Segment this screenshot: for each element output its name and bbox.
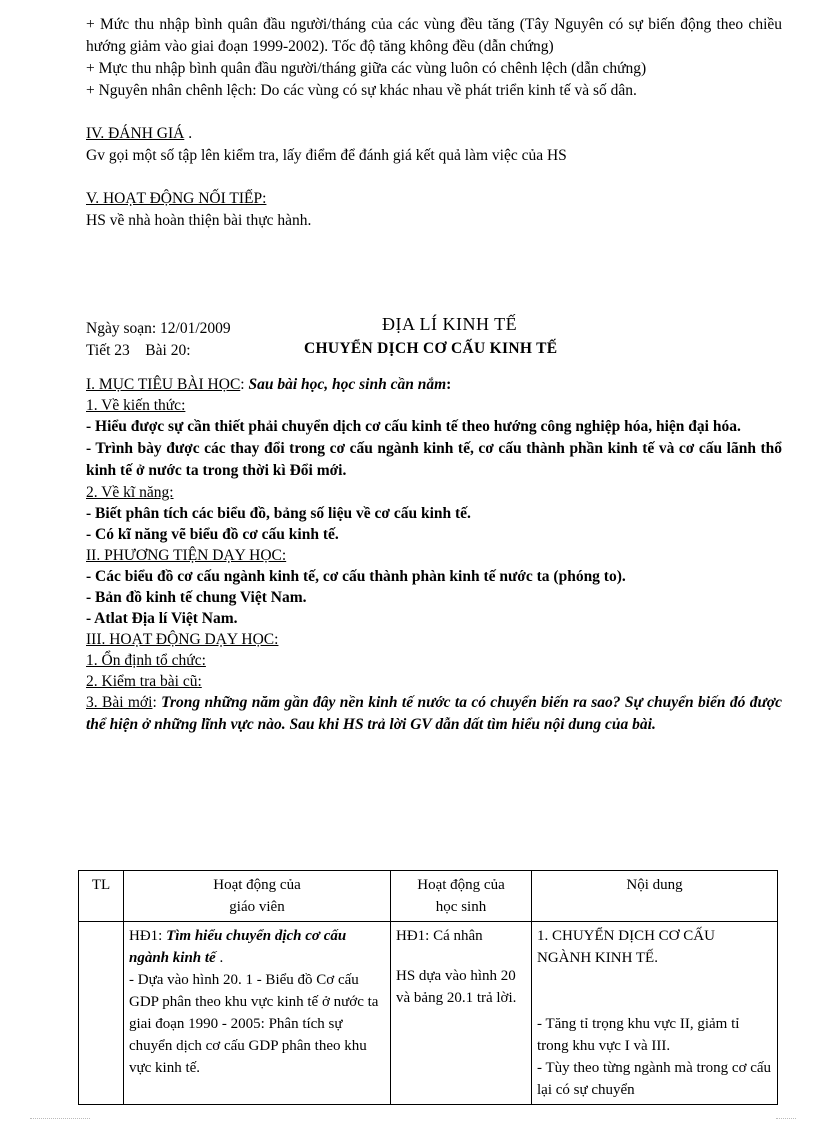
cell-content bbox=[532, 922, 778, 1105]
resources-item: - Các biểu đồ cơ cấu ngành kinh tế, cơ cấu thành phàn kinh tế nước ta (phóng to). bbox=[86, 568, 626, 585]
evaluation-heading bbox=[86, 123, 782, 145]
step-organize: 1. Ổn định tổ chức: bbox=[86, 652, 206, 669]
header-student bbox=[391, 871, 532, 922]
step-new-lesson bbox=[86, 692, 782, 736]
teacher-activity-title: Tìm hiểu chuyển dịch cơ cấu ngành kinh tế bbox=[129, 928, 347, 966]
teacher-activity-heading bbox=[129, 925, 385, 969]
follow-up-body: HS về nhà hoàn thiện bài thực hành. bbox=[86, 212, 312, 229]
header-teacher-line2: giáo viên bbox=[229, 899, 285, 915]
evaluation-heading-text: IV. ĐÁNH GIÁ bbox=[86, 125, 185, 142]
header-student-line2: học sinh bbox=[435, 899, 487, 915]
knowledge-heading: 1. Về kiến thức: bbox=[86, 397, 186, 414]
resources-item: - Bản đồ kinh tế chung Việt Nam. bbox=[86, 589, 307, 606]
teacher-activity-body: - Dựa vào hình 20. 1 - Biểu đồ Cơ cấu GDP phân theo khu vực kinh tế ở nước ta giai đoạn 1990 - 2005: Phân tích sự chuyển dịch cơ cấu GDP phân theo khu vực kinh tế. bbox=[129, 972, 379, 1076]
step-new-lesson-colon: : bbox=[152, 694, 162, 711]
activities-heading: III. HOẠT ĐỘNG DẠY HỌC: bbox=[86, 631, 279, 648]
lesson-period: Tiết 23 Bài 20: bbox=[86, 342, 191, 359]
teacher-activity-title-end: . bbox=[215, 950, 224, 966]
lesson-activity-table bbox=[78, 870, 778, 1105]
table-header-row bbox=[79, 871, 778, 922]
header-content: Nội dung bbox=[532, 871, 778, 922]
step-new-lesson-label: 3. Bài mới bbox=[86, 694, 153, 711]
step-new-lesson-text: Trong những năm gần đây nền kinh tế nước ta có chuyển biến ra sao? Sự chuyển biến đó được thể hiện ở những lĩnh vực nào. Sau khi HS trả lời GV dẫn dất tìm hiểu nội dung của bài. bbox=[86, 694, 782, 733]
evaluation-heading-suffix: . bbox=[184, 125, 193, 142]
skills-heading: 2. Về kĩ năng: bbox=[86, 484, 174, 501]
gap-cause-paragraph: + Nguyên nhân chênh lệch: Do các vùng có sự khác nhau về phát triển kinh tế và số dân. bbox=[86, 82, 637, 99]
cell-tl bbox=[79, 922, 124, 1105]
header-student-line1: Hoạt động của bbox=[417, 877, 505, 893]
cell-student bbox=[391, 922, 532, 1105]
income-trend-paragraph: + Mức thu nhập bình quân đầu người/tháng của các vùng đều tăng (Tây Nguyên có sự biến động theo chiều hướng giảm vào giai đoạn 1999-2002). Tốc độ tăng không đều (dẫn chứng) bbox=[86, 16, 782, 55]
header-tl: TL bbox=[79, 871, 124, 922]
content-item: - Tăng tỉ trọng khu vực II, giảm tỉ trong khu vực I và III. bbox=[537, 1016, 740, 1054]
objectives-intro-colon: : bbox=[446, 376, 452, 393]
evaluation-body: Gv gọi một số tập lên kiểm tra, lấy điểm để đánh giá kết quả làm việc của HS bbox=[86, 147, 567, 164]
step-review: 2. Kiểm tra bài cũ: bbox=[86, 673, 202, 690]
document-page bbox=[86, 14, 782, 736]
lesson-meta bbox=[86, 318, 231, 362]
table-row bbox=[79, 922, 778, 1105]
content-item: - Tùy theo từng ngành mà trong cơ cấu lại có sự chuyển bbox=[537, 1060, 772, 1098]
resources-heading: II. PHƯƠNG TIỆN DẠY HỌC: bbox=[86, 547, 287, 564]
cell-teacher bbox=[124, 922, 391, 1105]
footer-divider-left bbox=[30, 1118, 90, 1120]
footer-divider-right bbox=[776, 1118, 796, 1120]
objectives-heading-colon: : bbox=[240, 376, 249, 393]
lesson-date: Ngày soạn: 12/01/2009 bbox=[86, 320, 231, 337]
knowledge-item: - Hiểu được sự cần thiết phải chuyển dịch cơ cấu kinh tế theo hướng công nghiệp hóa, hiện đại hóa. bbox=[86, 418, 741, 435]
income-gap-paragraph: + Mực thu nhập bình quân đầu người/tháng giữa các vùng luôn có chênh lệch (dẫn chứng) bbox=[86, 60, 647, 77]
header-teacher bbox=[124, 871, 391, 922]
skills-item: - Có kĩ năng vẽ biểu đồ cơ cấu kinh tế. bbox=[86, 526, 339, 543]
teacher-activity-label: HĐ1: bbox=[129, 928, 167, 944]
lesson-header bbox=[86, 314, 782, 368]
objectives-heading-text: I. MỤC TIÊU BÀI HỌC bbox=[86, 376, 241, 393]
skills-item: - Biết phân tích các biểu đồ, bảng số liệu về cơ cấu kinh tế. bbox=[86, 505, 471, 522]
follow-up-heading: V. HOẠT ĐỘNG NỐI TIẾP: bbox=[86, 190, 267, 207]
student-activity-body: HS dựa vào hình 20 và bảng 20.1 trả lời. bbox=[396, 968, 517, 1006]
objectives-heading bbox=[86, 374, 782, 395]
student-activity-label: HĐ1: Cá nhân bbox=[396, 928, 483, 944]
objectives-intro: Sau bài học, học sinh cần nắm bbox=[248, 376, 447, 393]
resources-item: - Atlat Địa lí Việt Nam. bbox=[86, 610, 238, 627]
header-teacher-line1: Hoạt động của bbox=[213, 877, 301, 893]
lesson-title-main: ĐỊA LÍ KINH TẾ bbox=[382, 314, 518, 334]
content-heading: 1. CHUYỂN DỊCH CƠ CẤU NGÀNH KINH TẾ. bbox=[537, 928, 715, 966]
lesson-title-sub: CHUYỂN DỊCH CƠ CẤU KINH TẾ bbox=[304, 340, 558, 357]
knowledge-item: - Trình bày được các thay đổi trong cơ cấu ngành kinh tế, cơ cấu thành phần kinh tế và cơ cấu lãnh thổ kinh tế ở nước ta trong thời kì Đổi mới. bbox=[86, 440, 782, 479]
